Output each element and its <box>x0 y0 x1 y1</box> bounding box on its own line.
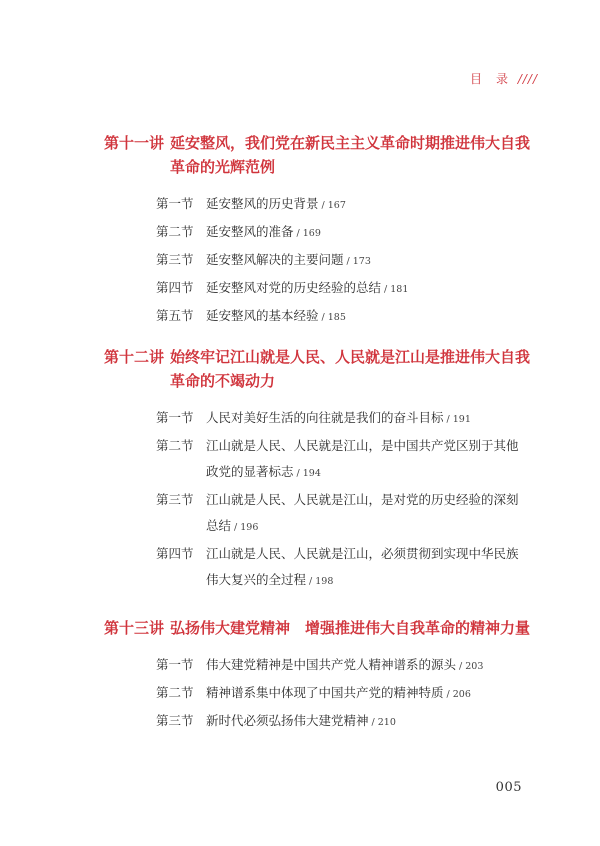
section-number: 第三节 <box>156 492 194 507</box>
chapter-number: 第十三讲 <box>104 619 165 637</box>
toc-entry[interactable] <box>156 433 544 487</box>
toc-entry[interactable] <box>156 275 544 303</box>
section-number: 第一节 <box>156 410 194 425</box>
toc-entry[interactable] <box>156 708 544 736</box>
toc-entry[interactable] <box>156 405 544 433</box>
toc-entry[interactable] <box>156 303 544 331</box>
page-number: / 196 <box>234 522 259 533</box>
section-title: 延安整风的历史背景 <box>206 196 319 211</box>
section-number: 第三节 <box>156 252 194 267</box>
page-number: / 167 <box>321 200 346 211</box>
section-title: 伟大建党精神是中国共产党人精神谱系的源头 <box>206 657 457 672</box>
section-number: 第四节 <box>156 546 194 561</box>
running-head-label: 目 录 <box>469 72 509 86</box>
running-head-decoration: //// <box>517 72 538 86</box>
section-number: 第五节 <box>156 308 194 323</box>
page-number: / 185 <box>321 312 346 323</box>
section-number: 第三节 <box>156 713 194 728</box>
running-head <box>470 70 538 87</box>
section-title: 精神谱系集中体现了中国共产党的精神特质 <box>206 685 444 700</box>
toc-entry[interactable] <box>156 247 544 275</box>
section-number: 第一节 <box>156 657 194 672</box>
section-title: 江山就是人民、人民就是江山，必须贯彻到实现中华民族 伟大复兴的全过程 <box>206 546 519 587</box>
toc-entry[interactable] <box>156 487 544 541</box>
page-number: / 206 <box>446 689 471 700</box>
toc-entry[interactable] <box>156 219 544 247</box>
page-number: / 191 <box>446 414 471 425</box>
page-number: / 210 <box>371 717 396 728</box>
chapter-title[interactable] <box>104 345 544 393</box>
section-list <box>104 191 544 331</box>
page-number: / 173 <box>346 256 371 267</box>
chapter-title-text: 弘扬伟大建党精神 增强推进伟大自我革命的精神力量 <box>170 619 531 637</box>
section-title: 延安整风的准备 <box>206 224 294 239</box>
chapter-title-text: 始终牢记江山就是人民、人民就是江山是推进伟大自我 革命的不竭动力 <box>170 348 531 390</box>
page-number: / 198 <box>309 576 334 587</box>
chapter-title[interactable] <box>104 131 544 179</box>
section-list <box>104 652 544 736</box>
page-number: / 194 <box>296 468 321 479</box>
chapter-number: 第十二讲 <box>104 348 165 366</box>
section-number: 第四节 <box>156 280 194 295</box>
chapter-number: 第十一讲 <box>104 134 165 152</box>
toc-entry[interactable] <box>156 541 544 595</box>
toc-entry[interactable] <box>156 191 544 219</box>
page-number: / 181 <box>384 284 409 295</box>
chapter-11 <box>104 131 544 331</box>
section-title: 新时代必须弘扬伟大建党精神 <box>206 713 369 728</box>
section-title: 江山就是人民、人民就是江山，是中国共产党区别于其他 政党的显著标志 <box>206 438 519 479</box>
section-number: 第一节 <box>156 196 194 211</box>
section-title: 延安整风解决的主要问题 <box>206 252 344 267</box>
section-list <box>104 405 544 595</box>
section-number: 第二节 <box>156 438 194 453</box>
section-title: 人民对美好生活的向往就是我们的奋斗目标 <box>206 410 444 425</box>
page-number: / 169 <box>296 228 321 239</box>
toc-entry[interactable] <box>156 680 544 708</box>
section-title: 江山就是人民、人民就是江山，是对党的历史经验的深刻 总结 <box>206 492 519 533</box>
chapter-12 <box>104 345 544 595</box>
chapter-13 <box>104 616 544 736</box>
chapter-title[interactable] <box>104 616 544 640</box>
section-number: 第二节 <box>156 224 194 239</box>
page-number: / 203 <box>459 661 484 672</box>
chapter-title-text: 延安整风，我们党在新民主主义革命时期推进伟大自我 革命的光辉范例 <box>170 134 531 176</box>
toc-entry[interactable] <box>156 652 544 680</box>
section-number: 第二节 <box>156 685 194 700</box>
section-title: 延安整风的基本经验 <box>206 308 319 323</box>
section-title: 延安整风对党的历史经验的总结 <box>206 280 382 295</box>
page-folio: 005 <box>495 780 522 795</box>
